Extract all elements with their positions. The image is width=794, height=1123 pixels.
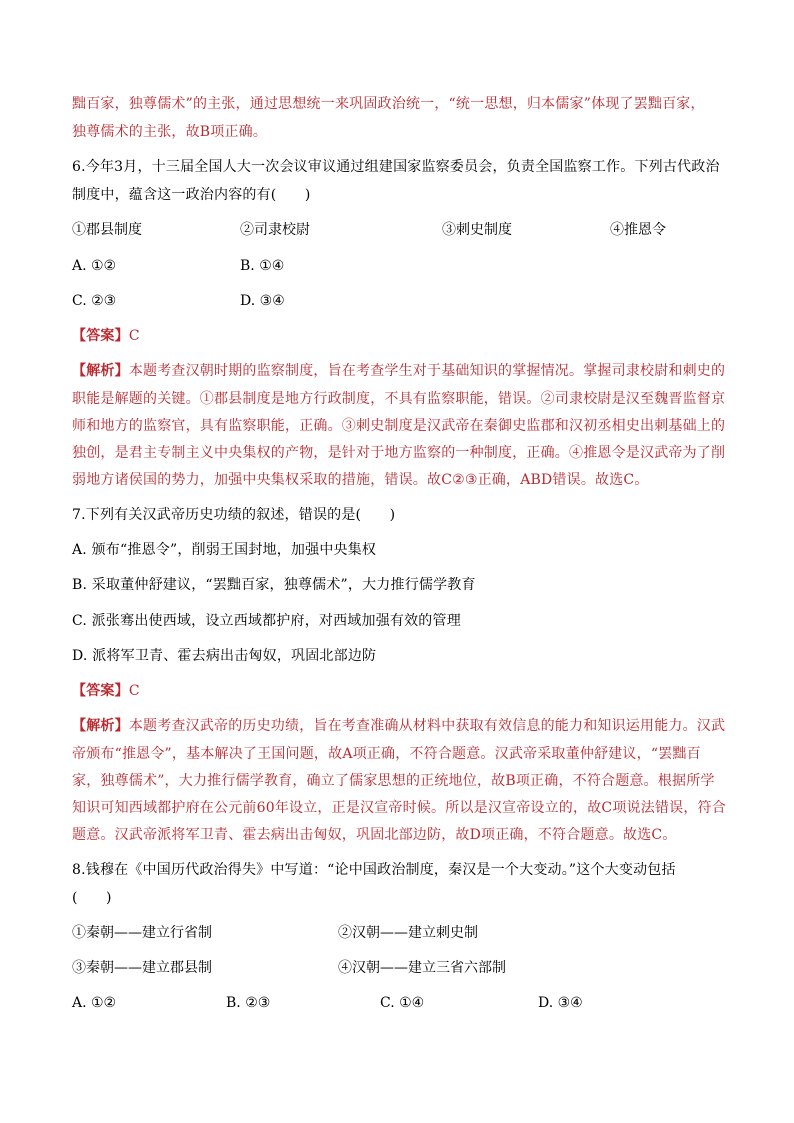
- q6-item-4: ④推恩令: [610, 222, 666, 238]
- q7-option-c: C. 派张骞出使西域，设立西域都护府，对西域加强有效的管理: [72, 613, 461, 629]
- intro-line-1: 黜百家，独尊儒术”的主张，通过思想统一来巩固政治统一，“统一思想，归本儒家”体现了罢黜百家，: [72, 96, 705, 112]
- q7-analysis-line-2: 帝颁布“推恩令”，基本解决了王国问题，故A项正确，不符合题意。汉武帝采取董仲舒建议，“罢黜百: [72, 746, 701, 762]
- q6-stem-line-1: 6.今年3月，十三届全国人大一次会议审议通过组建国家监察委员会，负责全国监察工作。下列古代政治: [72, 159, 720, 175]
- q8-item-3: ③秦朝——建立郡县制: [72, 960, 212, 976]
- q6-item-2: ②司隶校尉: [240, 222, 310, 238]
- q6-analysis-line-4: 独创，是君主专制主义中央集权的产物，是针对于地方监察的一种制度，正确。④推恩令是汉武帝为了削: [72, 445, 726, 461]
- q6-item-3: ③刺史制度: [442, 222, 512, 238]
- q6-analysis-line-2: 职能是解题的关键。①郡县制度是地方行政制度，不具有监察职能，错误。②司隶校尉是汉至魏晋监督京: [72, 391, 726, 407]
- q6-option-a: A. ①②: [72, 258, 117, 274]
- q6-stem-line-2: 制度中，蕴含这一政治内容的有( ): [72, 187, 311, 203]
- q6-option-d: D. ③④: [240, 293, 285, 309]
- q7-answer-value: C: [128, 683, 140, 699]
- q7-analysis-line-4: 知识可知西域都护府在公元前60年设立，正是汉宣帝时候。所以是汉宣帝设立的，故C项说法错误，符合: [72, 800, 726, 816]
- q8-item-1: ①秦朝——建立行省制: [72, 925, 212, 941]
- q6-option-b: B. ①④: [240, 258, 285, 274]
- q7-answer-tag: 【答案】: [72, 683, 129, 699]
- q8-item-2: ②汉朝——建立刺史制: [338, 925, 478, 941]
- q6-option-c: C. ②③: [72, 293, 117, 309]
- q8-stem-line-2: ( ): [72, 890, 112, 906]
- q7-option-b: B. 采取董仲舒建议，“罢黜百家，独尊儒术”，大力推行儒学教育: [72, 577, 476, 593]
- q6-answer-value: C: [128, 328, 140, 344]
- q7-analysis-line-5: 题意。汉武帝派将军卫青、霍去病出击匈奴，巩固北部边防，故D项正确，不符合题意。故选C。: [72, 827, 677, 843]
- q8-stem-line-1: 8.钱穆在《中国历代政治得失》中写道：“论中国政治制度，秦汉是一个大变动。”这个大变动包括: [72, 862, 676, 878]
- q6-analysis-line-1: 【解析】本题考查汉朝时期的监察制度，旨在考查学生对于基础知识的掌握情况。掌握司隶校尉和刺史的: [72, 363, 726, 379]
- q6-item-1: ①郡县制度: [72, 222, 142, 238]
- q7-analysis-line-1: 【解析】本题考查汉武帝的历史功绩，旨在考查准确从材料中获取有效信息的能力和知识运用能力。汉武: [72, 718, 726, 734]
- q6-answer: [72, 326, 734, 346]
- q8-item-4: ④汉朝——建立三省六部制: [338, 960, 506, 976]
- q6-analysis-line-3: 师和地方的监察官，具有监察职能，正确。③刺史制度是汉武帝在秦御史监郡和汉初丞相史出刺基础上的: [72, 418, 726, 434]
- q7-option-d: D. 派将军卫青、霍去病出击匈奴，巩固北部边防: [72, 648, 377, 664]
- q7-option-a: A. 颁布“推恩令”，削弱王国封地，加强中央集权: [72, 542, 377, 558]
- q8-option-c: C. ①④: [380, 995, 425, 1011]
- q8-option-a: A. ①②: [72, 995, 117, 1011]
- q8-option-b: B. ②③: [226, 995, 271, 1011]
- q7-analysis-line-3: 家，独尊儒术”，大力推行儒学教育，确立了儒家思想的正统地位，故B项正确，不符合题意。根据所学: [72, 773, 715, 789]
- q7-stem: 7.下列有关汉武帝历史功绩的叙述，错误的是( ): [72, 507, 396, 523]
- q7-answer: [72, 681, 734, 701]
- q6-analysis-line-5: 弱地方诸侯国的势力，加强中央集权采取的措施，错误。故C②③正确，ABD错误。故选C。: [72, 472, 649, 488]
- q6-answer-tag: 【答案】: [72, 328, 129, 344]
- q6-analysis-tag: 【解析】: [72, 363, 129, 379]
- q7-analysis-tag: 【解析】: [72, 718, 129, 734]
- q8-option-d: D. ③④: [538, 995, 583, 1011]
- intro-line-2: 独尊儒术的主张，故B项正确。: [72, 124, 268, 140]
